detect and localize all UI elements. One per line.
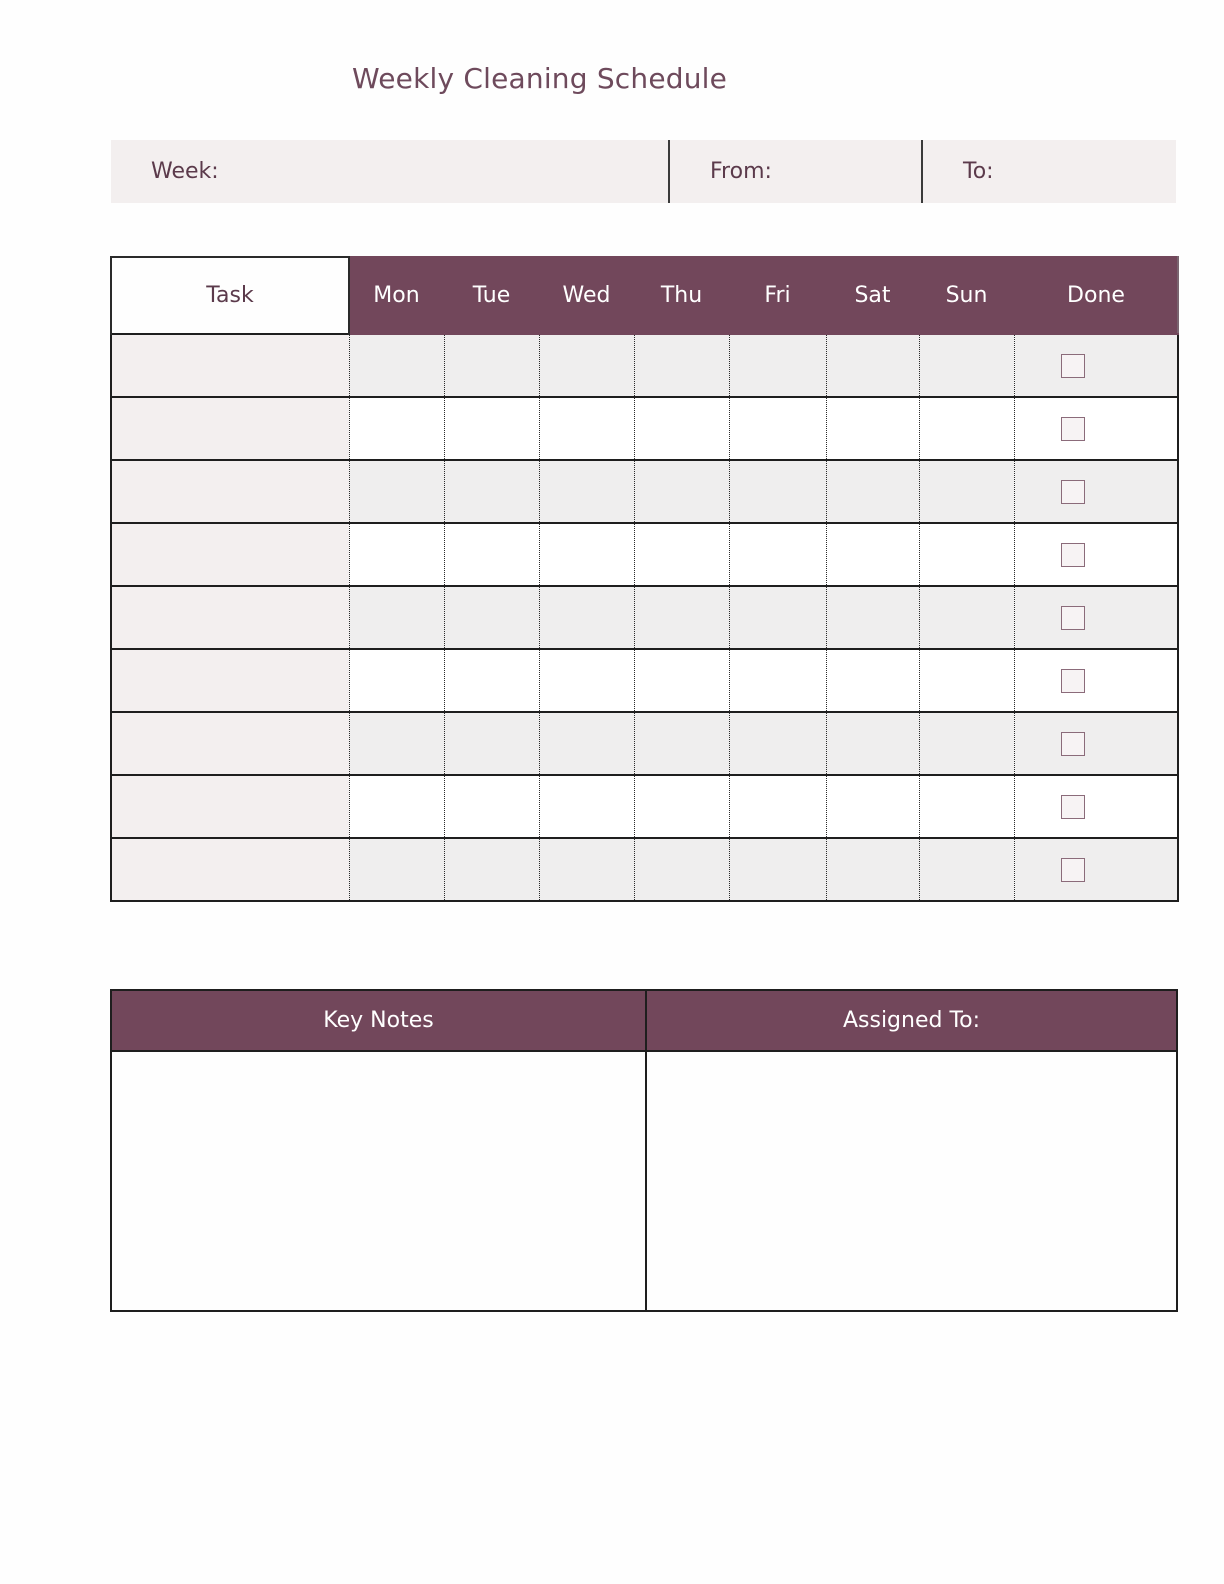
day-cell-thu[interactable] <box>634 838 729 901</box>
day-cell-wed[interactable] <box>539 334 634 397</box>
task-cell[interactable] <box>111 460 349 523</box>
table-row <box>111 334 1178 397</box>
day-cell-sun[interactable] <box>919 334 1014 397</box>
table-row <box>111 523 1178 586</box>
day-cell-sun[interactable] <box>919 649 1014 712</box>
day-cell-sat[interactable] <box>826 334 919 397</box>
task-cell[interactable] <box>111 334 349 397</box>
schedule-body <box>111 334 1178 901</box>
day-header-wed: Wed <box>539 257 634 334</box>
day-cell-sat[interactable] <box>826 586 919 649</box>
schedule-table <box>110 256 1179 902</box>
done-checkbox[interactable] <box>1061 354 1085 378</box>
task-cell[interactable] <box>111 586 349 649</box>
done-checkbox[interactable] <box>1061 480 1085 504</box>
assigned-to-header: Assigned To: <box>646 990 1177 1051</box>
done-cell <box>1014 775 1178 838</box>
day-cell-sun[interactable] <box>919 460 1014 523</box>
day-header-sun: Sun <box>919 257 1014 334</box>
day-cell-tue[interactable] <box>444 586 539 649</box>
day-cell-sun[interactable] <box>919 775 1014 838</box>
done-cell <box>1014 397 1178 460</box>
task-cell[interactable] <box>111 649 349 712</box>
day-cell-sat[interactable] <box>826 460 919 523</box>
day-cell-thu[interactable] <box>634 586 729 649</box>
day-cell-mon[interactable] <box>349 334 444 397</box>
day-cell-sat[interactable] <box>826 838 919 901</box>
done-cell <box>1014 334 1178 397</box>
day-cell-sun[interactable] <box>919 838 1014 901</box>
day-cell-tue[interactable] <box>444 712 539 775</box>
day-cell-mon[interactable] <box>349 397 444 460</box>
done-column-header: Done <box>1014 257 1178 334</box>
day-cell-mon[interactable] <box>349 649 444 712</box>
day-cell-sat[interactable] <box>826 775 919 838</box>
task-cell[interactable] <box>111 838 349 901</box>
week-field[interactable] <box>111 140 668 203</box>
day-cell-thu[interactable] <box>634 712 729 775</box>
day-cell-mon[interactable] <box>349 712 444 775</box>
day-cell-mon[interactable] <box>349 460 444 523</box>
table-row <box>111 649 1178 712</box>
day-cell-thu[interactable] <box>634 523 729 586</box>
day-header-tue: Tue <box>444 257 539 334</box>
day-cell-wed[interactable] <box>539 649 634 712</box>
day-cell-sun[interactable] <box>919 586 1014 649</box>
day-cell-fri[interactable] <box>729 649 826 712</box>
done-cell <box>1014 838 1178 901</box>
day-cell-fri[interactable] <box>729 460 826 523</box>
day-cell-sun[interactable] <box>919 397 1014 460</box>
done-cell <box>1014 460 1178 523</box>
day-cell-fri[interactable] <box>729 397 826 460</box>
day-cell-tue[interactable] <box>444 838 539 901</box>
done-cell <box>1014 649 1178 712</box>
done-cell <box>1014 712 1178 775</box>
day-cell-sat[interactable] <box>826 649 919 712</box>
day-cell-fri[interactable] <box>729 775 826 838</box>
day-header-mon: Mon <box>349 257 444 334</box>
day-cell-thu[interactable] <box>634 397 729 460</box>
task-column-header: Task <box>111 257 349 334</box>
day-cell-tue[interactable] <box>444 397 539 460</box>
day-cell-wed[interactable] <box>539 586 634 649</box>
done-checkbox[interactable] <box>1061 732 1085 756</box>
table-row <box>111 712 1178 775</box>
day-cell-sun[interactable] <box>919 523 1014 586</box>
day-cell-mon[interactable] <box>349 586 444 649</box>
notes-table <box>110 989 1178 1312</box>
day-cell-sat[interactable] <box>826 712 919 775</box>
table-row <box>111 586 1178 649</box>
day-cell-fri[interactable] <box>729 838 826 901</box>
task-cell[interactable] <box>111 712 349 775</box>
day-cell-wed[interactable] <box>539 397 634 460</box>
key-notes-area[interactable] <box>111 1051 646 1311</box>
day-cell-wed[interactable] <box>539 460 634 523</box>
day-cell-wed[interactable] <box>539 712 634 775</box>
done-cell <box>1014 586 1178 649</box>
done-checkbox[interactable] <box>1061 606 1085 630</box>
schedule-header-row <box>111 257 1178 334</box>
to-label: To: <box>963 159 994 184</box>
table-row <box>111 775 1178 838</box>
done-checkbox[interactable] <box>1061 543 1085 567</box>
to-field[interactable] <box>921 140 1178 203</box>
from-label: From: <box>710 159 772 184</box>
done-checkbox[interactable] <box>1061 795 1085 819</box>
day-cell-fri[interactable] <box>729 523 826 586</box>
done-checkbox[interactable] <box>1061 858 1085 882</box>
table-row <box>111 397 1178 460</box>
day-cell-tue[interactable] <box>444 523 539 586</box>
page-title: Weekly Cleaning Schedule <box>352 62 728 95</box>
from-field[interactable] <box>668 140 923 203</box>
day-header-thu: Thu <box>634 257 729 334</box>
task-cell[interactable] <box>111 523 349 586</box>
day-cell-tue[interactable] <box>444 334 539 397</box>
day-cell-wed[interactable] <box>539 523 634 586</box>
day-cell-mon[interactable] <box>349 523 444 586</box>
day-cell-thu[interactable] <box>634 460 729 523</box>
day-cell-thu[interactable] <box>634 334 729 397</box>
task-cell[interactable] <box>111 775 349 838</box>
task-cell[interactable] <box>111 397 349 460</box>
day-cell-fri[interactable] <box>729 586 826 649</box>
day-cell-thu[interactable] <box>634 775 729 838</box>
day-cell-tue[interactable] <box>444 775 539 838</box>
week-label: Week: <box>151 159 219 184</box>
day-cell-wed[interactable] <box>539 775 634 838</box>
day-cell-thu[interactable] <box>634 649 729 712</box>
table-row <box>111 838 1178 901</box>
week-info-bar <box>111 140 1176 203</box>
day-cell-sun[interactable] <box>919 712 1014 775</box>
day-cell-mon[interactable] <box>349 838 444 901</box>
day-cell-mon[interactable] <box>349 775 444 838</box>
day-cell-fri[interactable] <box>729 334 826 397</box>
table-row <box>111 460 1178 523</box>
day-cell-tue[interactable] <box>444 460 539 523</box>
day-cell-sat[interactable] <box>826 523 919 586</box>
day-header-fri: Fri <box>729 257 826 334</box>
day-header-sat: Sat <box>826 257 919 334</box>
done-checkbox[interactable] <box>1061 669 1085 693</box>
day-cell-wed[interactable] <box>539 838 634 901</box>
day-cell-sat[interactable] <box>826 397 919 460</box>
key-notes-header: Key Notes <box>111 990 646 1051</box>
done-checkbox[interactable] <box>1061 417 1085 441</box>
assigned-to-area[interactable] <box>646 1051 1177 1311</box>
done-cell <box>1014 523 1178 586</box>
day-cell-tue[interactable] <box>444 649 539 712</box>
day-cell-fri[interactable] <box>729 712 826 775</box>
